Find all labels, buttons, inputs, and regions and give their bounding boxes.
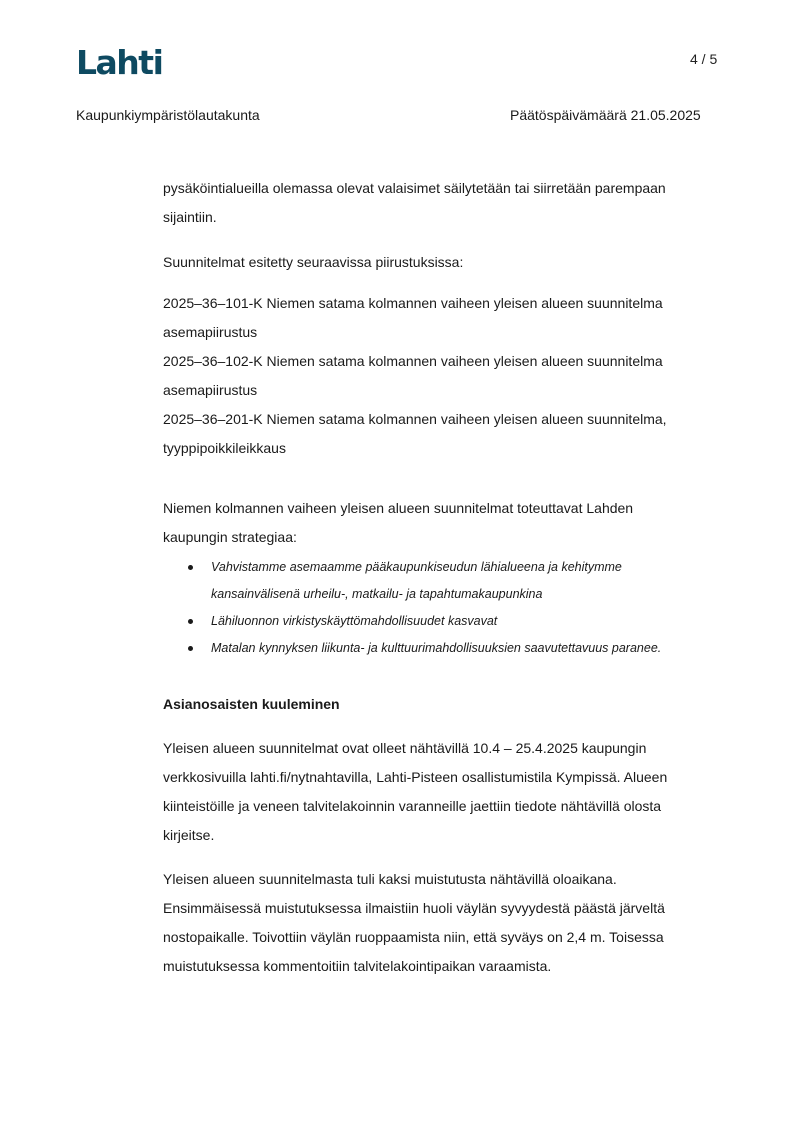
bullet-item xyxy=(163,554,723,608)
bullet-dot-icon xyxy=(188,565,193,570)
lahti-logo: Lahti xyxy=(76,43,163,82)
strategy-bullet-list xyxy=(163,554,723,662)
bullet-item xyxy=(163,635,723,662)
paragraph-line: Niemen kolmannen vaiheen yleisen alueen suunnitelmat toteuttavat Lahden xyxy=(163,500,634,516)
plans-intro xyxy=(163,248,723,277)
paragraph-line: pysäköintialueilla olemassa olevat valaisimet säilytetään tai siirretään parempaan xyxy=(163,180,666,196)
drawing-line: 2025–36–201-K Niemen satama kolmannen vaiheen yleisen alueen suunnitelma, xyxy=(163,411,667,427)
strategy-intro xyxy=(163,494,723,552)
paragraph-line: Suunnitelmat esitetty seuraavissa piirustuksissa: xyxy=(163,254,464,270)
hearing-paragraph xyxy=(163,734,723,850)
decision-date: Päätöspäivämäärä 21.05.2025 xyxy=(510,107,701,123)
drawing-line: asemapiirustus xyxy=(163,382,258,398)
paragraph-line: verkkosivuilla lahti.fi/nytnahtavilla, Lahti-Pisteen osallistumistila Kympissä. Alueen xyxy=(163,769,668,785)
page-number: 4 / 5 xyxy=(690,51,718,67)
bullet-text: Matalan kynnyksen liikunta- ja kulttuurimahdollisuuksien saavutettavuus paranee. xyxy=(211,641,662,655)
drawing-line: 2025–36–102-K Niemen satama kolmannen vaiheen yleisen alueen suunnitelma xyxy=(163,353,663,369)
drawing-list xyxy=(163,289,723,463)
bullet-dot-icon xyxy=(188,619,193,624)
paragraph-line: kiinteistöille ja veneen talvitelakoinnin varanneille jaettiin tiedote nähtävillä olosta xyxy=(163,798,662,814)
paragraph-line: nostopaikalle. Toivottiin väylän ruoppaamista niin, että syväys on 2,4 m. Toisessa xyxy=(163,929,664,945)
bullet-item xyxy=(163,608,723,635)
paragraph-line: Ensimmäisessä muistutuksessa ilmaistiin huoli väylän syvyydestä päästä järveltä xyxy=(163,900,665,916)
paragraph-line: kirjeitse. xyxy=(163,827,215,843)
paragraph-line: kaupungin strategiaa: xyxy=(163,529,297,545)
reminder-paragraph xyxy=(163,865,723,981)
paragraph-lighting xyxy=(163,174,723,232)
bullet-text: Vahvistamme asemaamme pääkaupunkiseudun lähialueena ja kehitymme xyxy=(211,560,622,574)
committee-name: Kaupunkiympäristölautakunta xyxy=(76,107,260,123)
drawing-line: tyyppipoikkileikkaus xyxy=(163,440,286,456)
paragraph-line: Yleisen alueen suunnitelmasta tuli kaksi muistutusta nähtävillä oloaikana. xyxy=(163,871,617,887)
drawing-line: asemapiirustus xyxy=(163,324,258,340)
bullet-dot-icon xyxy=(188,646,193,651)
section-heading-hearing: Asianosaisten kuuleminen xyxy=(163,696,340,712)
paragraph-line: sijaintiin. xyxy=(163,209,217,225)
bullet-text: kansainvälisenä urheilu-, matkailu- ja tapahtumakaupunkina xyxy=(211,587,543,601)
drawing-line: 2025–36–101-K Niemen satama kolmannen vaiheen yleisen alueen suunnitelma xyxy=(163,295,663,311)
paragraph-line: muistutuksessa kommentoitiin talvitelakointipaikan varaamista. xyxy=(163,958,552,974)
paragraph-line: Yleisen alueen suunnitelmat ovat olleet nähtävillä 10.4 – 25.4.2025 kaupungin xyxy=(163,740,647,756)
bullet-text: Lähiluonnon virkistyskäyttömahdollisuudet kasvavat xyxy=(211,614,498,628)
